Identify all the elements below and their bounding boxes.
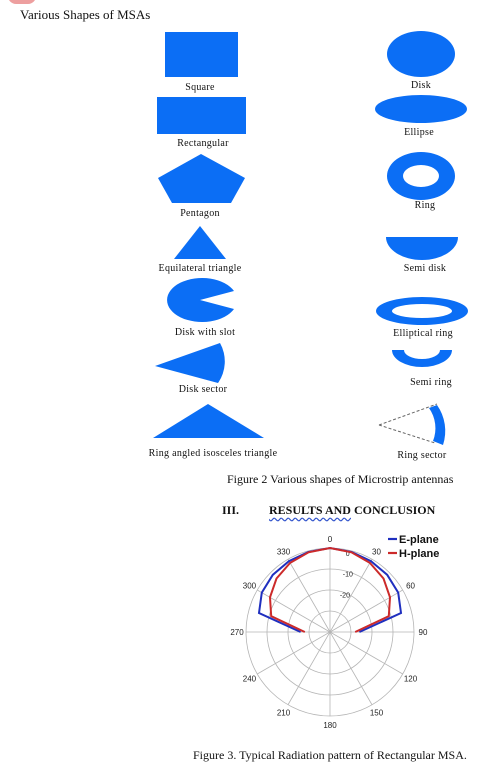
- polar-angle-label: 210: [276, 708, 291, 718]
- polar-angle-label: 240: [242, 674, 257, 684]
- polar-radial-label: 0: [345, 550, 350, 558]
- semi-disk-label: Semi disk: [403, 263, 447, 274]
- polar-angle-label: 330: [276, 547, 291, 557]
- polar-grid-spoke: [330, 632, 372, 705]
- radiation-pattern-chart: [205, 525, 455, 730]
- polar-grid-spoke: [288, 632, 330, 705]
- right-angled-triangle-shape: [153, 404, 264, 438]
- rectangular-label: Rectangular: [177, 138, 229, 149]
- pentagon-shape: [158, 154, 245, 203]
- semi-disk-shape: [386, 237, 458, 260]
- ring-sector-label: Ring sector: [397, 450, 447, 461]
- equilateral-triangle-label: Equilateral triangle: [158, 263, 242, 274]
- polar-grid-spoke: [330, 559, 372, 632]
- disk-shape: [387, 31, 455, 77]
- disk-sector-shape: [155, 343, 225, 383]
- section-heading-results: [222, 503, 435, 518]
- polar-angle-label: 0: [327, 535, 333, 544]
- section-title-underlined: RESULTS AND: [269, 503, 351, 517]
- polar-grid-spoke: [330, 632, 403, 674]
- elliptical-ring-shape: [376, 297, 468, 325]
- disk-sector-label: Disk sector: [178, 384, 228, 395]
- polar-radial-label: -20: [339, 592, 350, 600]
- elliptical-ring-label: Elliptical ring: [393, 328, 453, 339]
- polar-angle-label: 270: [230, 628, 244, 637]
- ring-label: Ring: [414, 200, 436, 211]
- polar-angle-label: 150: [369, 708, 384, 718]
- polar-radial-label: -10: [342, 571, 353, 579]
- section-heading: Various Shapes of MSAs: [20, 7, 151, 22]
- polar-angle-label: 300: [242, 581, 257, 591]
- polar-angle-label: 90: [418, 628, 428, 637]
- polar-angle-label: 120: [403, 674, 418, 684]
- semi-ring-label: Semi ring: [410, 377, 452, 388]
- equilateral-triangle-shape: [174, 226, 226, 259]
- legend-label-e-plane: E-plane: [399, 534, 439, 546]
- figure-2-caption: Figure 2 Various shapes of Microstrip antennas: [227, 472, 454, 486]
- polar-angle-label: 30: [372, 547, 381, 557]
- pentagon-label: Pentagon: [180, 208, 220, 219]
- square-label: Square: [185, 82, 215, 93]
- semi-ring-shape: [392, 350, 452, 367]
- disk-with-slot-shape: [167, 278, 234, 322]
- polar-angle-label: 60: [406, 581, 415, 591]
- legend-label-h-plane: H-plane: [399, 548, 440, 560]
- ring-sector-shape: [379, 404, 445, 445]
- disk-label: Disk: [410, 80, 432, 91]
- ellipse-label: Ellipse: [404, 127, 434, 138]
- polar-grid-spoke: [288, 559, 330, 632]
- ring-shape: [387, 152, 455, 200]
- polar-angle-label: 180: [323, 721, 337, 730]
- figure-3-caption: Figure 3. Typical Radiation pattern of Rectangular MSA.: [193, 748, 467, 762]
- disk-with-slot-label: Disk with slot: [174, 327, 236, 338]
- section-title-rest: CONCLUSION: [350, 503, 436, 517]
- right-angled-triangle-label: Ring angled isosceles triangle: [148, 448, 278, 459]
- ellipse-shape: [375, 95, 467, 123]
- section-number: III.: [222, 503, 240, 517]
- rectangular-shape: [157, 97, 246, 134]
- square-shape: [165, 32, 238, 77]
- polar-grid-spoke: [257, 632, 330, 674]
